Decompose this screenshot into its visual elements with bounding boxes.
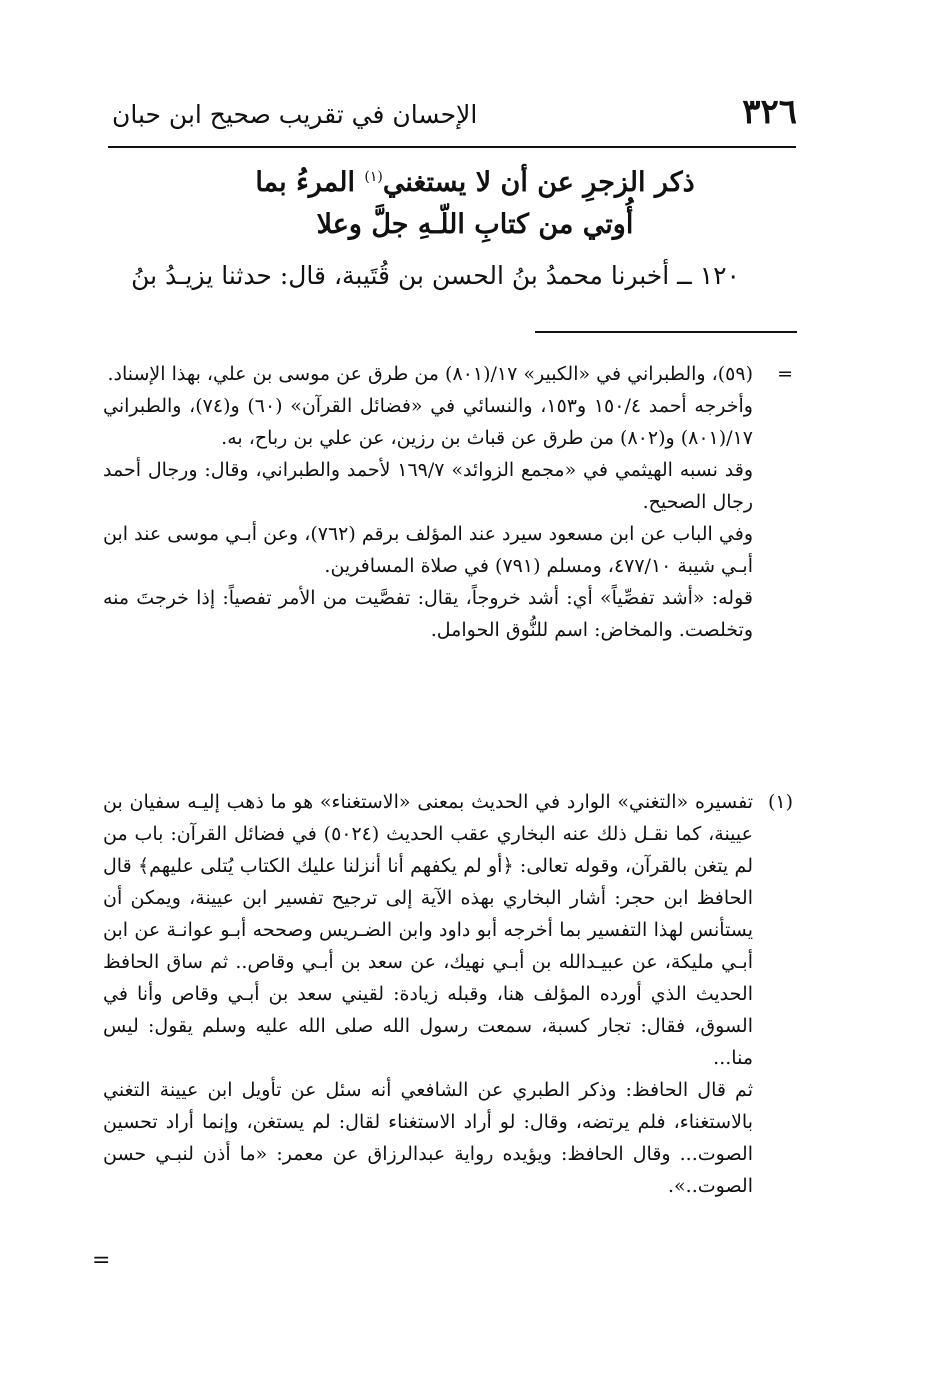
footnote-paragraph: ثم قال الحافظ: وذكر الطبري عن الشافعي أنه سئل عن تأويل ابن عيينة التغني بالاستغناء، فلم يرتضه، وقال: لو أراد الاستغناء لقال: لم يستغن، وإنما أراد تحسين الصوت... وقال الحافظ: ويؤيده رواية عبدالرزاق عن معمر: «ما أذن لنبـي حسن الصوت..».: [103, 1079, 753, 1197]
footnote-1-body: [103, 786, 753, 1202]
footnote-paragraph: قوله: «أشد تفصِّياً» أي: أشد خروجاً، يقال: تفصَّيت من الأمر تفصياً: إذا خرجتَ منه وتخلصت. والمخاض: اسم للنُّوق الحوامل.: [103, 587, 753, 641]
footnote-paragraph: وفي الباب عن ابن مسعود سيرد عند المؤلف برقم (٧٦٢)، وعن أبـي موسى عند ابن أبـي شيبة ٤٧٧/١٠، ومسلم (٧٩١) في صلاة المسافرين.: [103, 523, 753, 577]
continuation-mark: =: [92, 1248, 111, 1273]
footnote-continuation-marker: =: [777, 363, 793, 385]
footnote-continuation: [103, 358, 793, 646]
chapter-title-line-2: أُوتي من كتابِ اللّـهِ جلَّ وعلا: [316, 209, 634, 240]
header-rule: [108, 146, 796, 148]
footnote-1-marker: (١): [767, 791, 793, 813]
footnote-reference: (١): [364, 169, 383, 185]
hadith-text: ١٢٠ ــ أخبرنا محمدُ بنُ الحسن بن قُتَيبة، قال: حدثنا يزيـدُ بنُ: [131, 261, 740, 290]
footnote-paragraph: (٥٩)، والطبراني في «الكبير» ١٧/(٨٠١) من طرق عن موسى بن علي، بهذا الإسناد.: [107, 363, 753, 385]
page-number: ٣٢٦: [742, 92, 797, 132]
footnote-rule: [535, 331, 797, 333]
footnote-paragraph: وأخرجه أحمد ١٥٠/٤ و١٥٣، والنسائي في «فضائل القرآن» (٦٠) و(٧٤)، والطبراني ١٧/(٨٠١) و(٨٠٢) من طرق عن قباث بن رزين، عن علي بن رباح، به.: [103, 395, 753, 449]
footnote-continuation-body: [103, 358, 753, 646]
footnote-paragraph: تفسيره «التغني» الوارد في الحديث بمعنى «الاستغناء» هو ما ذهب إليـه سفيان بن عيينة، كما نقـل ذلك عنه البخاري عقب الحديث (٥٠٢٤) في فضائل القرآن: باب من لم يتغن بالقرآن، وقوله تعالى: ﴿أو لم يكفهم أنا أنزلنا عليك الكتاب يُتلى عليهم﴾ قال الحافظ ابن حجر: أشار البخاري بهذه الآية إلى ترجيح تفسير ابن عيينة، ويمكن أن يستأنس لهذا التفسير بما أخرجه أبو داود وابن الضـريس وصححه أبـو عوانـة عن ابن أبـي مليكة، عن عبيـدالله بن أبـي نهيك، عن سعد بن أبـي وقاص.. ثم ساق الحافظ الحديث الذي أورده المؤلف هنا، وقبله زيادة: لقيني سعد بن أبـي وقاص وأنا في السوق، فقال: تجار كسبة، سمعت رسول الله صلى الله عليه وسلم يقول: ليس منا...: [103, 791, 753, 1069]
chapter-title-line-1: [200, 156, 750, 204]
footnote-1: [103, 786, 793, 1202]
running-title: الإحسان في تقريب صحيح ابن حبان: [112, 100, 478, 129]
chapter-title: [200, 156, 750, 246]
chapter-title-line-1-part-1: ذكر الزجرِ عن أن لا يستغني: [382, 167, 695, 198]
chapter-title-line-1-part-2: المرءُ بما: [255, 167, 365, 198]
footnote-paragraph: وقد نسبه الهيثمي في «مجمع الزوائد» ١٦٩/٧ لأحمد والطبراني، وقال: ورجال أحمد رجال الصحيح.: [103, 459, 753, 513]
